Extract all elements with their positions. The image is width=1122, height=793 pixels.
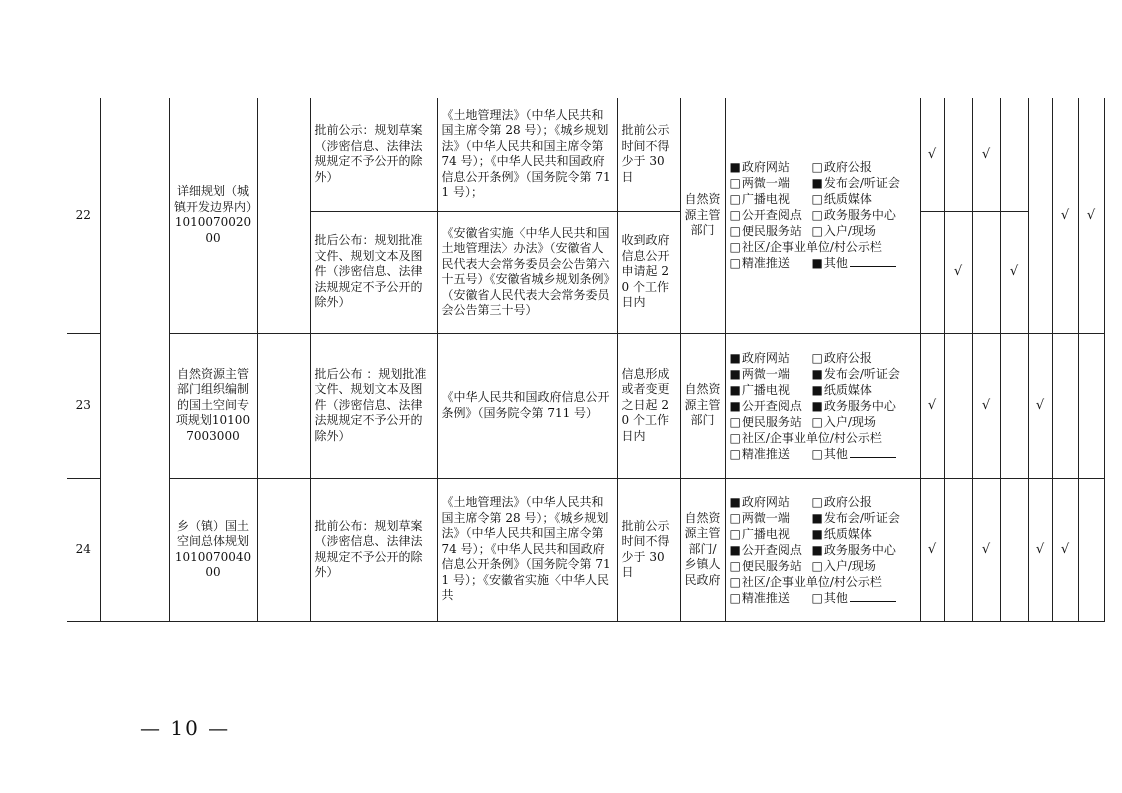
checked-box-icon: ■	[729, 494, 741, 509]
channel-option-precise-push	[730, 590, 812, 606]
fill-in-line	[850, 447, 896, 458]
channel-line	[730, 382, 916, 398]
disclosure-basis: 《土地管理法》（中华人民共和国主席令第 28 号）；《城乡规划法》（中华人民共和国主席令第 74 号）；《中华人民共和国政府信息公开条例》（国务院令第 711 号）；	[437, 98, 617, 211]
checked-box-icon: ■	[729, 542, 741, 557]
channel-option-gov-site	[730, 159, 812, 175]
check-mark: √	[944, 211, 972, 333]
channel-option-two-platforms	[730, 510, 812, 526]
check-mark: √	[1028, 478, 1052, 621]
sub-item-cell	[257, 98, 310, 333]
unchecked-box-icon: □	[811, 590, 823, 605]
channel-option-gov-gazette	[812, 350, 894, 366]
channel-cell	[725, 98, 920, 333]
channel-option-two-platforms	[730, 175, 812, 191]
channel-line	[730, 207, 916, 223]
check-mark	[1052, 333, 1078, 478]
channel-option-bulletin	[730, 430, 882, 446]
checked-box-icon: ■	[729, 350, 741, 365]
channel-label: 纸质媒体	[823, 526, 872, 541]
empty-cell	[1078, 478, 1104, 621]
unchecked-box-icon: □	[811, 350, 823, 365]
unchecked-box-icon: □	[811, 494, 823, 509]
unchecked-box-icon: □	[729, 590, 741, 605]
channel-label: 政府公报	[823, 350, 872, 365]
channel-label: 两微一端	[741, 510, 790, 525]
channel-label: 精准推送	[741, 256, 790, 271]
channel-option-gov-gazette	[812, 159, 894, 175]
channel-option-door-to-door	[812, 414, 894, 430]
channel-line	[730, 558, 916, 574]
channel-label: 两微一端	[741, 176, 790, 191]
check-mark: √	[972, 478, 1000, 621]
check-mark: √	[1000, 211, 1028, 333]
checked-box-icon: ■	[729, 382, 741, 397]
channel-label: 纸质媒体	[823, 382, 872, 397]
disclosure-subject: 自然资源主管部门	[680, 333, 725, 478]
channel-option-public-review	[730, 542, 812, 558]
channel-option-door-to-door	[812, 558, 894, 574]
channel-label: 两微一端	[741, 366, 790, 381]
unchecked-box-icon: □	[729, 510, 741, 525]
channel-line	[730, 350, 916, 366]
channel-line	[730, 239, 916, 255]
channel-label: 入户/现场	[823, 414, 876, 429]
channel-option-gov-site	[730, 350, 812, 366]
checked-box-icon: ■	[811, 398, 823, 413]
channel-option-other	[812, 590, 894, 606]
check-mark	[944, 333, 972, 478]
channel-option-bulletin	[730, 574, 882, 590]
channel-label: 便民服务站	[741, 558, 802, 573]
channel-label: 社区/企事业单位/村公示栏	[741, 240, 882, 255]
unchecked-box-icon: □	[811, 446, 823, 461]
channel-line	[730, 175, 916, 191]
channel-option-service-center	[812, 398, 894, 414]
unchecked-box-icon: □	[729, 224, 741, 239]
check-mark	[972, 211, 1000, 333]
channel-cell	[725, 478, 920, 621]
channel-label: 公开查阅点	[741, 398, 802, 413]
channel-option-precise-push	[730, 446, 812, 462]
channel-option-service-center	[812, 542, 894, 558]
checked-box-icon: ■	[811, 382, 823, 397]
item-name: 自然资源主管部门组织编制的国土空间专项规划101007003000	[169, 333, 257, 478]
unchecked-box-icon: □	[729, 240, 741, 255]
unchecked-box-icon: □	[729, 574, 741, 589]
row-number: 23	[67, 333, 100, 478]
disclosure-time: 信息形成或者变更之日起 20 个工作日内	[617, 333, 680, 478]
channel-line	[730, 398, 916, 414]
row-number: 24	[67, 478, 100, 621]
checked-box-icon: ■	[729, 366, 741, 381]
channel-label: 政府公报	[823, 494, 872, 509]
channel-option-public-review	[730, 207, 812, 223]
channel-line	[730, 590, 916, 606]
channel-option-paper-media	[812, 191, 894, 207]
channel-label: 公开查阅点	[741, 208, 802, 223]
channel-option-convenience-station	[730, 558, 812, 574]
channel-label: 入户/现场	[823, 558, 876, 573]
unchecked-box-icon: □	[729, 430, 741, 445]
checked-box-icon: ■	[811, 256, 823, 271]
checked-box-icon: ■	[811, 510, 823, 525]
page-number: — 10 —	[140, 716, 231, 740]
check-mark: √	[920, 98, 944, 211]
channel-line	[730, 255, 916, 271]
channel-label: 精准推送	[741, 446, 790, 461]
channel-option-gov-site	[730, 494, 812, 510]
channel-option-door-to-door	[812, 223, 894, 239]
channel-label: 政务服务中心	[823, 542, 896, 557]
channel-label: 入户/现场	[823, 224, 876, 239]
checked-box-icon: ■	[811, 526, 823, 541]
unchecked-box-icon: □	[729, 192, 741, 207]
channel-option-radio-tv	[730, 382, 812, 398]
disclosure-table	[67, 98, 1105, 622]
channel-label: 政府网站	[741, 160, 790, 175]
channel-label: 其他	[823, 590, 848, 605]
disclosure-subject: 自然资源主管部门/乡镇人民政府	[680, 478, 725, 621]
unchecked-box-icon: □	[729, 526, 741, 541]
unchecked-box-icon: □	[729, 558, 741, 573]
check-mark: √	[1052, 478, 1078, 621]
disclosure-content: 批后公布 ：规划批准文件、规划文本及图件（涉密信息、法律法规规定不予公开的除外）	[310, 333, 437, 478]
unchecked-box-icon: □	[729, 446, 741, 461]
check-mark	[1000, 478, 1028, 621]
table-row	[67, 333, 1104, 478]
channel-option-radio-tv	[730, 526, 812, 542]
channel-label: 发布会/听证会	[823, 510, 900, 525]
channel-line	[730, 510, 916, 526]
empty-cell	[1028, 98, 1052, 333]
channel-label: 政务服务中心	[823, 398, 896, 413]
channel-line	[730, 366, 916, 382]
check-mark	[920, 211, 944, 333]
item-name: 详细规划（城镇开发边界内）101007002000	[169, 98, 257, 333]
check-mark	[1000, 98, 1028, 211]
checked-box-icon: ■	[729, 160, 741, 175]
channel-option-hearing	[811, 366, 900, 382]
check-mark: √	[972, 98, 1000, 211]
channel-line	[730, 191, 916, 207]
disclosure-time: 收到政府信息公开申请起 20 个工作日内	[617, 211, 680, 333]
channel-option-hearing	[811, 510, 900, 526]
row-number: 22	[67, 98, 100, 333]
check-mark: √	[1078, 98, 1104, 333]
channel-option-precise-push	[730, 255, 812, 271]
unchecked-box-icon: □	[729, 208, 741, 223]
channel-line	[730, 542, 916, 558]
channel-option-gov-gazette	[812, 494, 894, 510]
channel-label: 广播电视	[741, 526, 790, 541]
channel-line	[730, 223, 916, 239]
channel-label: 其他	[823, 256, 848, 271]
channel-option-hearing	[811, 175, 900, 191]
channel-label: 广播电视	[741, 192, 790, 207]
unchecked-box-icon: □	[811, 224, 823, 239]
disclosure-time: 批前公示时间不得少于 30 日	[617, 478, 680, 621]
empty-cell	[1078, 333, 1104, 478]
unchecked-box-icon: □	[729, 414, 741, 429]
check-mark	[1000, 333, 1028, 478]
channel-option-bulletin	[730, 239, 882, 255]
channel-label: 其他	[823, 446, 848, 461]
channel-option-paper-media	[812, 382, 894, 398]
checked-box-icon: ■	[811, 366, 823, 381]
channel-line	[730, 494, 916, 510]
channel-line	[730, 574, 916, 590]
channel-label: 发布会/听证会	[823, 176, 900, 191]
channel-list	[730, 350, 916, 462]
channel-line	[730, 526, 916, 542]
channel-label: 便民服务站	[741, 224, 802, 239]
channel-option-paper-media	[812, 526, 894, 542]
channel-label: 精准推送	[741, 590, 790, 605]
channel-option-radio-tv	[730, 191, 812, 207]
channel-option-convenience-station	[730, 414, 812, 430]
unchecked-box-icon: □	[811, 558, 823, 573]
category-cell	[100, 98, 169, 621]
channel-option-public-review	[730, 398, 812, 414]
check-mark: √	[1028, 333, 1052, 478]
channel-label: 便民服务站	[741, 414, 802, 429]
unchecked-box-icon: □	[811, 160, 823, 175]
channel-option-two-platforms	[730, 366, 812, 382]
channel-line	[730, 159, 916, 175]
channel-label: 政府公报	[823, 160, 872, 175]
channel-label: 纸质媒体	[823, 192, 872, 207]
channel-label: 社区/企事业单位/村公示栏	[741, 574, 882, 589]
table-row	[67, 478, 1104, 621]
disclosure-basis: 《土地管理法》（中华人民共和国主席令第 28 号）；《城乡规划法》（中华人民共和国主席令第 74 号）；《中华人民共和国政府信息公开条例》（国务院令第 711 号）；《安徽省实施〈中华人民共	[437, 478, 617, 621]
unchecked-box-icon: □	[811, 414, 823, 429]
item-name: 乡（镇）国土空间总体规划101007004000	[169, 478, 257, 621]
checked-box-icon: ■	[729, 398, 741, 413]
channel-line	[730, 430, 916, 446]
table-row	[67, 98, 1104, 211]
channel-cell	[725, 333, 920, 478]
disclosure-content: 批前公布：规划草案（涉密信息、法律法规规定不予公开的除外）	[310, 478, 437, 621]
disclosure-basis: 《安徽省实施〈中华人民共和国土地管理法〉办法》（安徽省人民代表大会常务委员会公告第六十五号）《安徽省城乡规划条例》（安徽省人民代表大会常务委员会公告第三十号）	[437, 211, 617, 333]
channel-line	[730, 446, 916, 462]
channel-label: 广播电视	[741, 382, 790, 397]
channel-label: 政府网站	[741, 350, 790, 365]
check-mark: √	[972, 333, 1000, 478]
channel-option-other	[812, 255, 894, 271]
channel-list	[730, 159, 916, 271]
channel-line	[730, 414, 916, 430]
disclosure-content: 批后公布：规划批准文件、规划文本及图件（涉密信息、法律法规规定不予公开的除外）	[310, 211, 437, 333]
channel-option-service-center	[812, 207, 894, 223]
channel-label: 公开查阅点	[741, 542, 802, 557]
unchecked-box-icon: □	[811, 192, 823, 207]
unchecked-box-icon: □	[811, 208, 823, 223]
channel-list	[730, 494, 916, 606]
channel-label: 发布会/听证会	[823, 366, 900, 381]
sub-item-cell	[257, 333, 310, 478]
channel-label: 政府网站	[741, 494, 790, 509]
disclosure-content: 批前公示：规划草案（涉密信息、法律法规规定不予公开的除外）	[310, 98, 437, 211]
channel-option-convenience-station	[730, 223, 812, 239]
channel-label: 社区/企事业单位/村公示栏	[741, 430, 882, 445]
channel-option-other	[812, 446, 894, 462]
unchecked-box-icon: □	[729, 176, 741, 191]
fill-in-line	[850, 591, 896, 602]
unchecked-box-icon: □	[729, 256, 741, 271]
check-mark	[944, 98, 972, 211]
checked-box-icon: ■	[811, 176, 823, 191]
check-mark: √	[1052, 98, 1078, 333]
check-mark: √	[920, 478, 944, 621]
disclosure-subject: 自然资源主管部门	[680, 98, 725, 333]
fill-in-line	[850, 256, 896, 267]
sub-item-cell	[257, 478, 310, 621]
disclosure-basis: 《中华人民共和国政府信息公开条例》（国务院令第 711 号）	[437, 333, 617, 478]
channel-label: 政务服务中心	[823, 208, 896, 223]
check-mark	[944, 478, 972, 621]
checked-box-icon: ■	[811, 542, 823, 557]
disclosure-time: 批前公示时间不得少于 30 日	[617, 98, 680, 211]
check-mark: √	[920, 333, 944, 478]
